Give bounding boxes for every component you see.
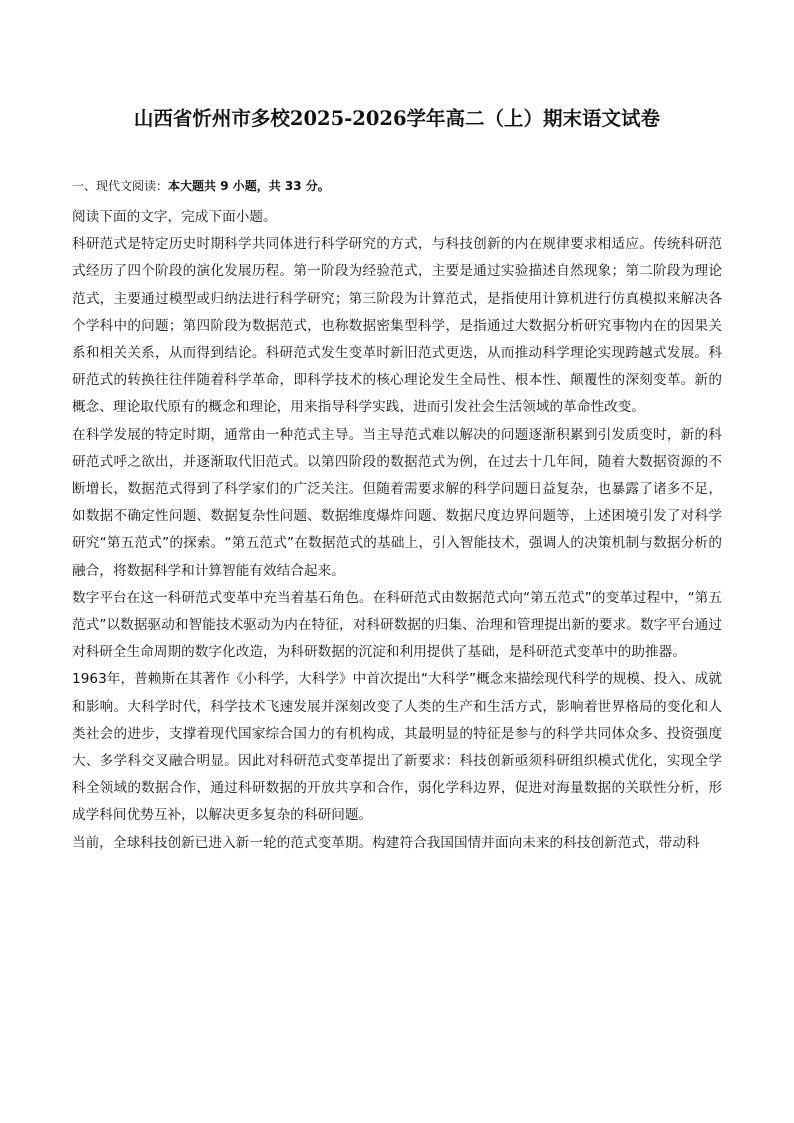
section-heading-detail: 本大题共 9 小题，共 33 分。	[168, 179, 330, 193]
passage-paragraph-3: 数字平台在这一科研范式变革中充当着基石角色。在科研范式由数据范式向“第五范式”的变革过程中，“第五范式”以数据驱动和智能技术驱动为内在特征，对科研数据的归集、治理和管理提出新的要求。数字平台通过对科研全生命周期的数字化改造，为科研数据的沉淀和利用提供了基础，是科研范式变革中的助推器。	[72, 589, 722, 661]
instruction-text: 阅读下面的文字，完成下面小题。	[72, 209, 277, 225]
passage-paragraph-2: 在科学发展的特定时期，通常由一种范式主导。当主导范式难以解决的问题逐渐积累到引发质变时，新的科研范式呼之欲出，并逐渐取代旧范式。以第四阶段的数据范式为例，在过去十几年间，随着大数据资源的不断增长，数据范式得到了科学家们的广泛关注。但随着需要求解的科学问题日益复杂，也暴露了诸多不足，如数据不确定性问题、数据复杂性问题、数据维度爆炸问题、数据尺度边界问题等，上述困境引发了对科学研究“第五范式”的探索。“第五范式”在数据范式的基础上，引入智能技术，强调人的决策机制与数据分析的融合，将数据科学和计算智能有效结合起来。	[72, 426, 722, 579]
section-heading-lead: 一、现代文阅读：	[72, 179, 169, 193]
page-title: 山西省忻州市多校2025-2026学年高二（上）期末语文试卷	[133, 107, 661, 130]
reading-passage	[72, 204, 722, 857]
passage-paragraph-1: 科研范式是特定历史时期科学共同体进行科学研究的方式，与科技创新的内在规律要求相适应。传统科研范式经历了四个阶段的演化发展历程。第一阶段为经验范式，主要是通过实验描述自然现象；第二阶段为理论范式，主要通过模型或归纳法进行科学研究；第三阶段为计算范式，是指使用计算机进行仿真模拟来解决各个学科中的问题；第四阶段为数据范式，也称数据密集型科学，是指通过大数据分析研究事物内在的因果关系和相关关系，从而得到结论。科研范式发生变革时新旧范式更迭，从而推动科学理论实现跨越式发展。科研范式的转换往往伴随着科学革命，即科学技术的核心理论发生全局性、根本性、颠覆性的深刻变革。新的概念、理论取代原有的概念和理论，用来指导科学实践，进而引发社会生活领域的革命性改变。	[72, 236, 722, 416]
passage-paragraph-4: 1963年，普赖斯在其著作《小科学，大科学》中首次提出“大科学”概念来描绘现代科学的规模、投入、成就和影响。大科学时代，科学技术飞速发展并深刻改变了人类的生产和生活方式，影响着世界格局的变化和人类社会的进步，支撑着现代国家综合国力的有机构成，其最明显的特征是参与的科学共同体众多、投资强度大、多学科交叉融合明显。因此对科研范式变革提出了新要求：科技创新亟须科研组织模式优化，实现全学科全领域的数据合作，通过科研数据的开放共享和合作，弱化学科边界，促进对海量数据的关联性分析，形成学科间优势互补，以解决更多复杂的科研问题。	[72, 671, 722, 824]
passage-paragraph-5: 当前，全球科技创新已进入新一轮的范式变革期。构建符合我国国情并面向未来的科技创新范式，带动科	[72, 834, 700, 851]
section-heading	[72, 176, 330, 196]
